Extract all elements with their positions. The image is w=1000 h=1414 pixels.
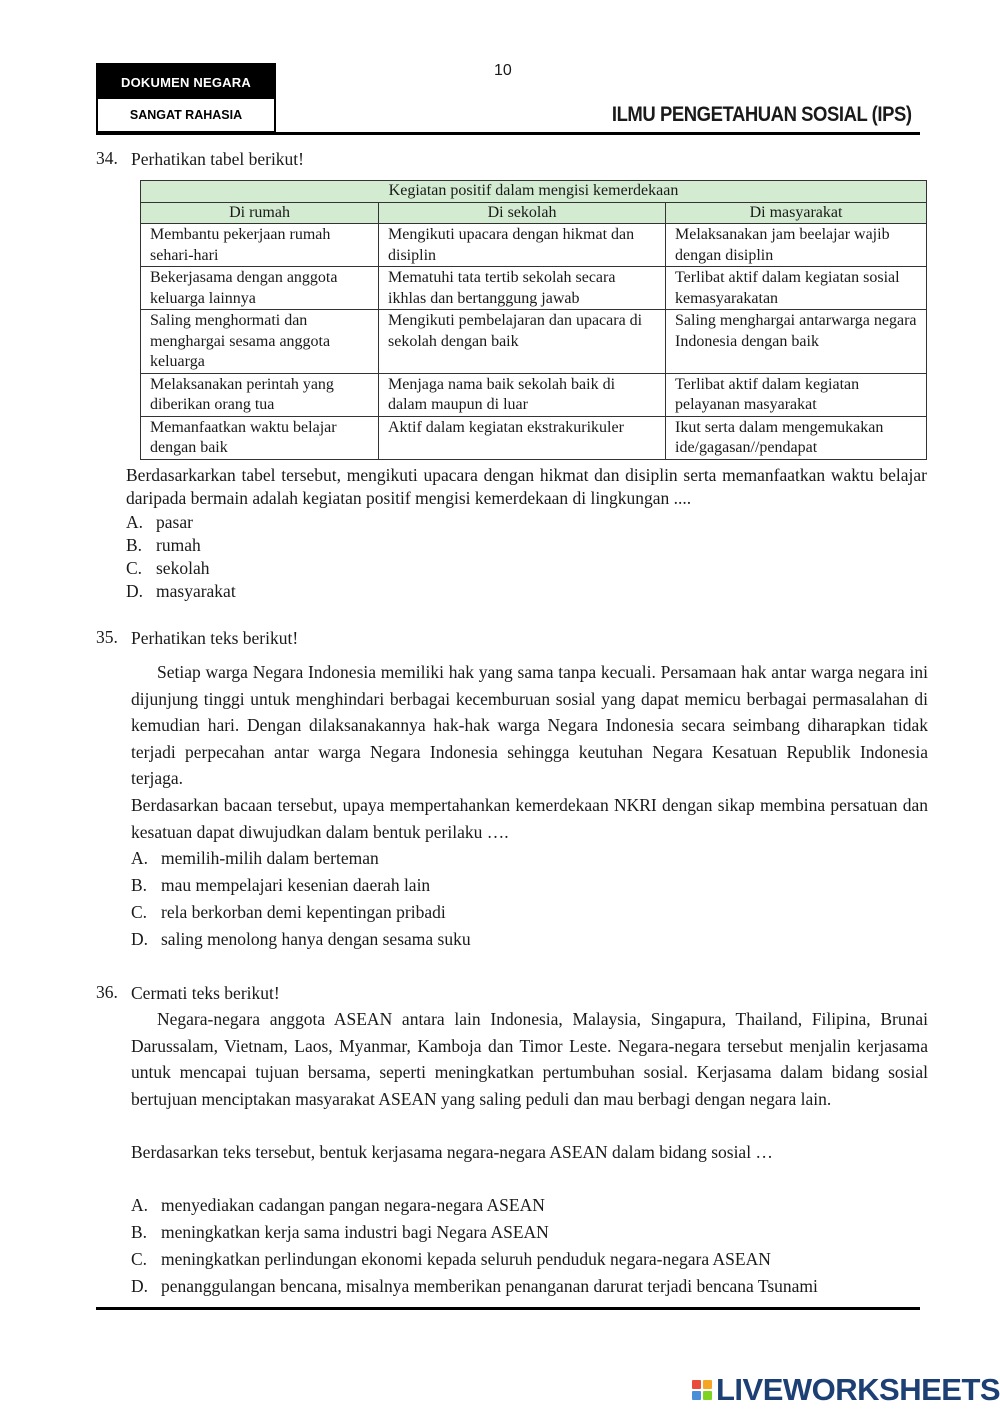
option-letter: C. (126, 558, 143, 578)
doc-label: DOKUMEN NEGARA (98, 65, 274, 99)
question-35-text: Berdasarkan bacaan tersebut, upaya mempertahankan kemerdekaan NKRI dengan sikap membina persatuan dan kesatuan dapat diwujudkan dalam bentuk perilaku …. (131, 795, 928, 842)
option-text: masyarakat (156, 581, 236, 601)
table-cell: Bekerjasama dengan anggota keluarga lainnya (141, 267, 379, 310)
table-cell: Melaksanakan perintah yang diberikan orang tua (141, 373, 379, 416)
activities-table (140, 180, 927, 460)
table-cell: Terlibat aktif dalam kegiatan sosial kemasyarakatan (666, 267, 927, 310)
question-34-text: Berdasarkarkan tabel tersebut, mengikuti upacara dengan hikmat dan disiplin serta memanfaatkan waktu belajar daripada bermain adalah kegiatan positif mengisi kemerdekaan di lingkungan .... (126, 465, 927, 508)
option-36-d[interactable] (131, 1275, 818, 1298)
secrecy-label: SANGAT RAHASIA (129, 108, 243, 122)
option-text: sekolah (156, 558, 210, 578)
option-text: mau mempelajari kesenian daerah lain (161, 875, 431, 895)
liveworksheets-logo (692, 1372, 1000, 1408)
subject-title: ILMU PENGETAHUAN SOSIAL (IPS) (612, 103, 912, 126)
option-letter: B. (126, 535, 143, 555)
option-text: rumah (156, 535, 201, 555)
footer-divider (96, 1307, 920, 1310)
option-letter: B. (131, 875, 148, 895)
option-36-a[interactable] (131, 1194, 545, 1217)
option-letter: C. (131, 1249, 148, 1269)
table-cell: Membantu pekerjaan rumah sehari-hari (141, 224, 379, 267)
option-34-d[interactable] (126, 580, 236, 603)
table-row (141, 373, 927, 416)
option-letter: A. (131, 1195, 149, 1215)
option-text: penanggulangan bencana, misalnya memberikan penanganan darurat terjadi bencana Tsunami (161, 1276, 818, 1296)
option-text: saling menolong hanya dengan sesama suku (161, 929, 471, 949)
option-letter: D. (126, 581, 144, 601)
column-header: Di rumah (141, 202, 379, 224)
question-35-prompt: Perhatikan teks berikut! (131, 628, 299, 648)
option-text: meningkatkan perlindungan ekonomi kepada seluruh penduduk negara-negara ASEAN (161, 1249, 771, 1269)
option-36-b[interactable] (131, 1221, 549, 1244)
question-34-prompt: Perhatikan tabel berikut! (131, 149, 304, 169)
logo-square (692, 1380, 701, 1389)
table-cell: Mematuhi tata tertib sekolah secara ikhlas dan bertanggung jawab (379, 267, 666, 310)
table-cell: Memanfaatkan waktu belajar dengan baik (141, 416, 379, 459)
logo-square (692, 1391, 701, 1400)
column-header: Di sekolah (379, 202, 666, 224)
table-header-row (141, 202, 927, 224)
logo-text: LIVEWORKSHEETS (716, 1372, 1000, 1407)
option-35-c[interactable] (131, 901, 446, 924)
table-cell: Aktif dalam kegiatan ekstrakurikuler (379, 416, 666, 459)
table-title-row (141, 181, 927, 203)
table-cell: Melaksanakan jam beelajar wajib dengan disiplin (666, 224, 927, 267)
logo-square (703, 1380, 712, 1389)
option-34-b[interactable] (126, 534, 201, 557)
table-cell: Terlibat aktif dalam kegiatan pelayanan masyarakat (666, 373, 927, 416)
logo-grid-icon (692, 1380, 712, 1400)
option-text: pasar (156, 512, 193, 532)
table-cell: Mengikuti upacara dengan hikmat dan disiplin (379, 224, 666, 267)
question-34-number: 34. (96, 148, 118, 168)
table-cell: Saling menghormati dan menghargai sesama anggota keluarga (141, 310, 379, 374)
option-text: memilih-milih dalam berteman (161, 848, 379, 868)
table-cell: Mengikuti pembelajaran dan upacara di sekolah dengan baik (379, 310, 666, 374)
table-row (141, 224, 927, 267)
page-number: 10 (494, 62, 512, 79)
table-cell: Ikut serta dalam mengemukakan ide/gagasan//pendapat (666, 416, 927, 459)
question-36-passage: Negara-negara anggota ASEAN antara lain Indonesia, Malaysia, Singapura, Thailand, Filipina, Brunai Darussalam, Vietnam, Laos, Myanmar, Kamboja dan Timor Leste. Negara-negara tersebut menjalin kerjasama untuk mencapai tujuan bersama, seperti meningkatkan pertumbuhan sosial. Kerjasama dalam bidang sosial bertujuan menciptakan masyarakat ASEAN yang saling peduli dan mau berbagi dengan negara lain. (131, 1009, 928, 1109)
option-letter: D. (131, 929, 149, 949)
table-row (141, 416, 927, 459)
column-header: Di masyarakat (666, 202, 927, 224)
option-34-a[interactable] (126, 511, 193, 534)
option-text: menyediakan cadangan pangan negara-negara ASEAN (161, 1195, 545, 1215)
question-36-number: 36. (96, 982, 118, 1002)
table-cell: Saling menghargai antarwarga negara Indonesia dengan baik (666, 310, 927, 374)
option-35-b[interactable] (131, 874, 430, 897)
option-letter: D. (131, 1276, 149, 1296)
question-36-prompt: Cermati teks berikut! (131, 983, 280, 1003)
document-classification-box (96, 63, 276, 133)
option-letter: B. (131, 1222, 148, 1242)
option-letter: A. (131, 848, 149, 868)
table-row (141, 267, 927, 310)
option-text: meningkatkan kerja sama industri bagi Negara ASEAN (161, 1222, 549, 1242)
option-letter: A. (126, 512, 144, 532)
question-35-passage: Setiap warga Negara Indonesia memiliki hak yang sama tanpa kecuali. Persamaan hak antar warga negara ini dijunjung tinggi untuk menghindari berbagai kecemburuan sosial yang dapat memicu berbagai permasalahan di kemudian hari. Dengan dilaksanakannya hak-hak warga Negara Indonesia secara seimbang diharapkan tidak terjadi perpecahan antar warga Negara Indonesia sehingga keutuhan Negara Kesatuan Republik Indonesia terjaga. (131, 662, 928, 788)
logo-square (703, 1391, 712, 1400)
option-36-c[interactable] (131, 1248, 771, 1271)
table-title: Kegiatan positif dalam mengisi kemerdekaan (141, 181, 927, 203)
option-35-d[interactable] (131, 928, 471, 951)
question-36-text: Berdasarkan teks tersebut, bentuk kerjasama negara-negara ASEAN dalam bidang sosial … (131, 1142, 773, 1162)
header-divider (96, 132, 920, 135)
option-letter: C. (131, 902, 148, 922)
table-row (141, 310, 927, 374)
question-35-number: 35. (96, 627, 118, 647)
option-text: rela berkorban demi kepentingan pribadi (161, 902, 446, 922)
option-35-a[interactable] (131, 847, 379, 870)
option-34-c[interactable] (126, 557, 209, 580)
table-cell: Menjaga nama baik sekolah baik di dalam maupun di luar (379, 373, 666, 416)
